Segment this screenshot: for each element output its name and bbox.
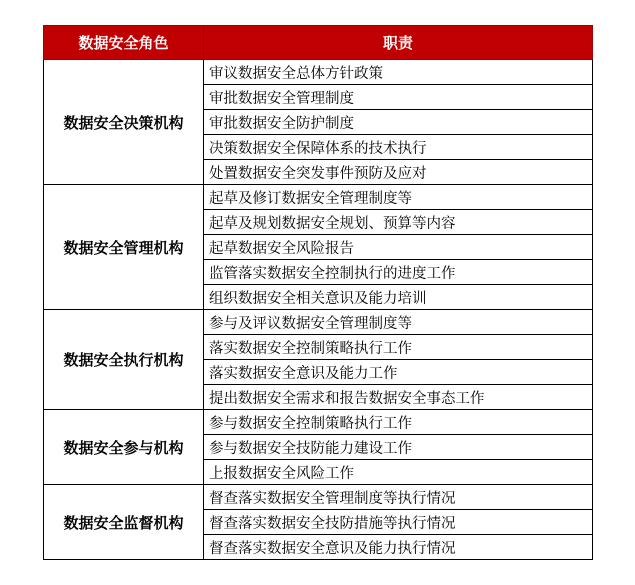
duty-cell: 参与及评议数据安全管理制度等 [204, 310, 593, 335]
duty-cell: 督查落实数据安全意识及能力执行情况 [204, 535, 593, 560]
duty-cell: 审议数据安全总体方针政策 [204, 60, 593, 85]
header-duties: 职责 [204, 26, 593, 60]
duty-cell: 监管落实数据安全控制执行的进度工作 [204, 260, 593, 285]
table-body [44, 60, 593, 560]
duty-cell: 参与数据安全控制策略执行工作 [204, 410, 593, 435]
responsibility-table [43, 25, 593, 560]
duty-cell: 起草及修订数据安全管理制度等 [204, 185, 593, 210]
duty-cell: 处置数据安全突发事件预防及应对 [204, 160, 593, 185]
table-row [44, 185, 593, 210]
role-cell: 数据安全监督机构 [44, 485, 204, 560]
duty-cell: 督查落实数据安全技防措施等执行情况 [204, 510, 593, 535]
duty-cell: 提出数据安全需求和报告数据安全事态工作 [204, 385, 593, 410]
role-cell: 数据安全执行机构 [44, 310, 204, 410]
duty-cell: 落实数据安全意识及能力工作 [204, 360, 593, 385]
duty-cell: 审批数据安全管理制度 [204, 85, 593, 110]
duty-cell: 起草数据安全风险报告 [204, 235, 593, 260]
duty-cell: 督查落实数据安全管理制度等执行情况 [204, 485, 593, 510]
role-cell: 数据安全决策机构 [44, 60, 204, 185]
duty-cell: 落实数据安全控制策略执行工作 [204, 335, 593, 360]
role-cell: 数据安全管理机构 [44, 185, 204, 310]
table-row [44, 60, 593, 85]
table-row [44, 485, 593, 510]
table-row [44, 410, 593, 435]
role-cell: 数据安全参与机构 [44, 410, 204, 485]
duty-cell: 决策数据安全保障体系的技术执行 [204, 135, 593, 160]
duty-cell: 审批数据安全防护制度 [204, 110, 593, 135]
duty-cell: 参与数据安全技防能力建设工作 [204, 435, 593, 460]
duty-cell: 起草及规划数据安全规划、预算等内容 [204, 210, 593, 235]
duty-cell: 上报数据安全风险工作 [204, 460, 593, 485]
header-row [44, 26, 593, 60]
table-row [44, 310, 593, 335]
header-role: 数据安全角色 [44, 26, 204, 60]
duty-cell: 组织数据安全相关意识及能力培训 [204, 285, 593, 310]
